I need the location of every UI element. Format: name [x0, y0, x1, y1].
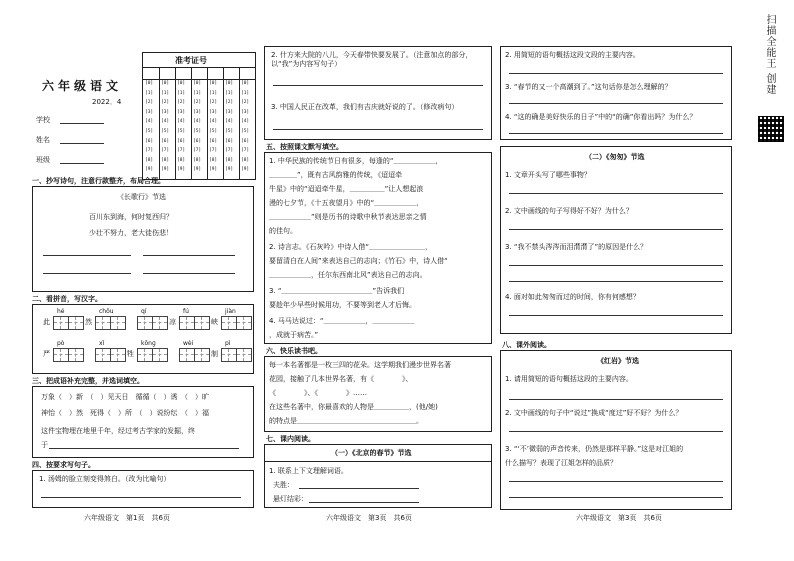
- ticket-digit-cell[interactable]: [4]: [193, 119, 202, 125]
- in-class-reading-box: [264, 444, 492, 508]
- char-writing-box[interactable]: [68, 316, 84, 330]
- ticket-digit-cell[interactable]: [4]: [225, 119, 234, 125]
- char-writing-box[interactable]: [236, 348, 252, 362]
- sec2-q1: 1. 文章开头写了哪些事物？: [505, 171, 591, 179]
- ticket-digit-cell[interactable]: [7]: [241, 148, 250, 154]
- ticket-digit-cell[interactable]: [5]: [241, 129, 250, 134]
- copy-line-4[interactable]: [143, 273, 235, 274]
- ticket-digit-cell[interactable]: [2]: [225, 100, 234, 106]
- name-label: 姓名: [36, 136, 50, 144]
- idiom-line-1: 万象（ ）新 （ ）见天日 循循（ ）诱 （ ）旷: [41, 393, 209, 401]
- school-label: 学校: [36, 116, 50, 124]
- ticket-digit-cell[interactable]: [8]: [225, 157, 234, 163]
- pinyin-label: jiàn: [225, 308, 236, 315]
- ticket-digit-cell[interactable]: [6]: [241, 138, 250, 144]
- s5-q1e: ＿＿＿＿＿＿”则是历书的诗歌中秋节表达思亲之情: [269, 213, 427, 221]
- char-writing-box[interactable]: [179, 316, 195, 330]
- char-writing-box[interactable]: [179, 348, 195, 362]
- exam-title: 六年级语文: [42, 79, 123, 93]
- admission-ticket-box: [142, 52, 256, 180]
- ticket-digit-cell[interactable]: [4]: [161, 119, 170, 125]
- s5-q1f: 的佳句。: [269, 227, 297, 235]
- pinyin-label: kōnɡ: [141, 340, 156, 347]
- ticket-digit-cell[interactable]: [5]: [209, 129, 218, 134]
- given-character: 凉: [169, 318, 176, 326]
- pinyin-label: chǒu: [99, 308, 114, 315]
- ticket-digit-cell[interactable]: [9]: [241, 167, 250, 173]
- given-character: 制: [211, 350, 218, 358]
- ticket-digit-cell[interactable]: [6]: [225, 138, 234, 144]
- poem-line-2: 少壮不努力，老大徒伤悲！: [89, 229, 173, 237]
- s6-l4: 在这些名著中，你最喜欢的人物是＿＿＿＿＿，(他/她): [269, 403, 438, 411]
- col3-q3: 3. “春节的又一个高潮到了。”这句话你是怎么理解的？: [505, 83, 672, 91]
- char-writing-box[interactable]: [137, 316, 153, 330]
- ticket-digit-cell[interactable]: [4]: [145, 119, 154, 125]
- char-writing-box[interactable]: [137, 348, 153, 362]
- ticket-digit-cell[interactable]: [5]: [193, 129, 202, 134]
- pinyin-label: pò: [57, 340, 65, 347]
- ticket-digit-cell[interactable]: [9]: [225, 167, 234, 173]
- s5-q2a: 2. 诗言志。《石灰吟》中诗人借“＿＿＿＿＿＿＿＿，: [269, 243, 433, 251]
- qr-code-icon: [758, 116, 784, 142]
- char-writing-box[interactable]: [53, 316, 69, 330]
- col3-q4: 4. “这的确是美好快乐的日子”中的“的确”你看出吗？为什么？: [505, 113, 697, 121]
- sec2-q2-line[interactable]: [509, 229, 723, 230]
- pinyin-label: xǐ: [99, 340, 105, 347]
- idiom-box: [32, 386, 254, 458]
- s8-q2-line[interactable]: [509, 431, 723, 432]
- idiom-answer-line[interactable]: [49, 448, 239, 449]
- given-character: 峡: [211, 318, 218, 326]
- s5-q2b: 要留清白在人间”来表达自己的志向；《竹石》中，诗人借“: [269, 257, 448, 265]
- s7-title: （一）《北京的春节》节选: [331, 449, 412, 457]
- name-field[interactable]: [60, 143, 104, 144]
- ticket-digit-cell[interactable]: [1]: [209, 90, 218, 96]
- s7-w2: 悬灯结彩：: [273, 495, 308, 503]
- ticket-digit-cell[interactable]: [3]: [177, 109, 186, 115]
- ticket-digit-cell[interactable]: [9]: [161, 167, 170, 173]
- copy-poem-box: [32, 186, 254, 292]
- s8-q1-line[interactable]: [509, 399, 723, 400]
- ticket-digit-cell[interactable]: [3]: [209, 109, 218, 115]
- ticket-digit-cell[interactable]: [7]: [193, 148, 202, 154]
- s6-l1: 每一本名著都是一枚三四的花朵。这学期我们漫步世界名著: [269, 361, 451, 369]
- pinyin-label: wèi: [183, 340, 194, 347]
- ticket-digit-cell[interactable]: [3]: [145, 109, 154, 115]
- s8-q3-line-b[interactable]: [509, 497, 723, 498]
- ticket-digit-cell[interactable]: [6]: [177, 138, 186, 144]
- ticket-digit-cell[interactable]: [7]: [225, 148, 234, 154]
- char-writing-box[interactable]: [68, 348, 84, 362]
- ticket-digit-cell[interactable]: [4]: [177, 119, 186, 125]
- idiom-line-2: 神怡（ ）然 死得（ ）所 （ ）说纷纭 （ ）福: [41, 409, 209, 417]
- ticket-digit-cell[interactable]: [5]: [161, 129, 170, 134]
- s8-q3-line-a[interactable]: [509, 481, 723, 482]
- scanner-watermark: 扫描全能王 创建: [764, 14, 775, 96]
- sec2-title: （二）《匆匆》节选: [585, 153, 645, 161]
- pinyin-label: fú: [183, 308, 189, 315]
- section-4-heading: 四、按要求写句子。: [32, 461, 95, 469]
- char-writing-box[interactable]: [221, 348, 237, 362]
- col2-q3: 3. 中国人民正在改革，我们有吉庆就好说的了。（修改病句）: [271, 103, 459, 111]
- sec2-q3-line-b[interactable]: [509, 281, 723, 282]
- col3-top-box: [500, 46, 732, 140]
- sec2-q1-line[interactable]: [509, 193, 723, 194]
- char-writing-box[interactable]: [95, 348, 111, 362]
- ticket-digit-cell[interactable]: [9]: [177, 167, 186, 173]
- s5-q4b: ，成就于病苦。”: [269, 331, 319, 339]
- col2-q3-line[interactable]: [273, 129, 483, 130]
- sec2-q3: 3. “我不禁头涔涔而泪潸潸了”的原因是什么？: [505, 243, 648, 251]
- pinyin-label: pì: [225, 340, 231, 347]
- char-writing-box[interactable]: [194, 348, 210, 362]
- s7-w1: 夫胜：: [273, 481, 294, 489]
- extra-reading-box: [500, 350, 732, 510]
- ticket-digit-cell[interactable]: [6]: [145, 138, 154, 144]
- ticket-title: 准考证号: [175, 56, 207, 65]
- class-field[interactable]: [60, 163, 104, 164]
- ticket-digit-cell[interactable]: [2]: [241, 100, 250, 106]
- ticket-digit-cell[interactable]: [1]: [225, 90, 234, 96]
- sentence-box: [32, 470, 254, 508]
- s7-w2-line[interactable]: [309, 502, 419, 503]
- ticket-digit-cell[interactable]: [4]: [241, 119, 250, 125]
- poem-title: 《长歌行》节选: [117, 193, 166, 201]
- ticket-digit-cell[interactable]: [0]: [209, 81, 218, 86]
- char-writing-box[interactable]: [152, 316, 168, 330]
- s5-q4a: 4. 马马达说过：“＿＿＿＿＿＿，＿＿＿＿＿＿: [269, 317, 415, 325]
- s5-q1a: 1. 中华民族的传统节日有很多，每逢的“＿＿＿＿＿＿，: [269, 157, 443, 165]
- sec2-q4-line[interactable]: [509, 315, 723, 316]
- sentence-box-cont: [264, 46, 492, 140]
- ticket-digit-cell[interactable]: [7]: [145, 148, 154, 154]
- ticket-digit-cell[interactable]: [7]: [161, 148, 170, 154]
- ticket-digit-cell[interactable]: [5]: [145, 129, 154, 134]
- given-character: 然: [85, 318, 92, 326]
- reading-box: [264, 356, 492, 432]
- col3-q3-line[interactable]: [509, 103, 723, 104]
- section-1-heading: 一、抄写诗句，注意行款整齐，布局合理。: [32, 177, 165, 185]
- col2-q2-line[interactable]: [273, 85, 483, 86]
- ticket-digit-cell[interactable]: [9]: [209, 167, 218, 173]
- char-writing-box[interactable]: [221, 316, 237, 330]
- s5-q1d: 漫的七夕节，《十五夜望月》中的“＿＿＿＿＿＿，: [269, 199, 424, 207]
- ticket-digit-cell[interactable]: [2]: [193, 100, 202, 106]
- s5-q1b: ＿＿＿＿”，既有古风韵雅的传统，《迢迢牵: [269, 171, 403, 179]
- s6-l3: 《 》、《 》……: [269, 389, 367, 397]
- pinyin-label: hé: [57, 308, 65, 315]
- s6-l5: 的特点是＿＿＿＿＿＿＿＿＿＿＿＿＿＿＿＿＿。: [269, 417, 423, 425]
- ticket-digit-cell[interactable]: [4]: [209, 119, 218, 125]
- s8-q3a: 3. “‘不’微弱的声音传来，仍然是那样平静。”这是对江姐的: [505, 445, 684, 453]
- footer-page-1: 六年级语文 第1页 共6页: [84, 514, 170, 522]
- copy-line-2[interactable]: [143, 255, 235, 256]
- s8-q1: 1. 请用简短的语句概括这段的主要内容。: [505, 375, 633, 383]
- char-writing-box[interactable]: [53, 348, 69, 362]
- s5-q1c: 牛星》中的“迢迢牵牛星，＿＿＿＿＿”让人想起浪: [269, 185, 424, 193]
- s7-w1-line[interactable]: [299, 488, 419, 489]
- ticket-digit-cell[interactable]: [7]: [209, 148, 218, 154]
- ticket-digit-cell[interactable]: [0]: [145, 81, 154, 86]
- ticket-digit-cell[interactable]: [8]: [177, 157, 186, 163]
- char-writing-box[interactable]: [110, 348, 126, 362]
- sec2-q4: 4. 面对如此匆匆而过的时间，你有何感想？: [505, 293, 640, 301]
- sec2-q3-line-a[interactable]: [509, 265, 723, 266]
- exam-date: 2022．4: [92, 98, 122, 106]
- section-6-heading: 六、快乐读书吧。: [266, 347, 322, 355]
- ticket-digit-cell[interactable]: [9]: [145, 167, 154, 173]
- ticket-digit-cell[interactable]: [5]: [225, 129, 234, 134]
- char-writing-box[interactable]: [194, 316, 210, 330]
- ticket-digit-cell[interactable]: [1]: [145, 90, 154, 96]
- given-character: 严: [43, 350, 50, 358]
- class-label: 班级: [36, 156, 50, 164]
- ticket-digit-cell[interactable]: [8]: [241, 157, 250, 163]
- char-writing-box[interactable]: [236, 316, 252, 330]
- ticket-digit-cell[interactable]: [6]: [209, 138, 218, 144]
- footer-page-2: 六年级语文 第3页 共6页: [326, 514, 412, 522]
- s7-q1: 1. 联系上下文理解词语。: [269, 467, 348, 475]
- ticket-digit-cell[interactable]: [3]: [241, 109, 250, 115]
- ticket-digit-cell[interactable]: [7]: [177, 148, 186, 154]
- idiom-line-4: 于: [41, 441, 48, 449]
- section-7-heading: 七、课内阅读。: [266, 435, 315, 443]
- ticket-digit-cell[interactable]: [9]: [193, 167, 202, 173]
- char-writing-box[interactable]: [110, 316, 126, 330]
- ticket-digit-cell[interactable]: [8]: [209, 157, 218, 163]
- s5-q2c: ＿＿＿＿＿＿，任尔东西南北风”表达自己的志向。: [269, 271, 427, 279]
- s5-q3b: 要趁年少早些时候用功，不要等到老人才后悔。: [269, 301, 416, 309]
- char-writing-box[interactable]: [152, 348, 168, 362]
- pinyin-label: qí: [141, 308, 147, 315]
- ticket-digit-cell[interactable]: [2]: [161, 100, 170, 106]
- s8-title: 《红岩》节选: [597, 357, 639, 365]
- copy-line-1[interactable]: [43, 255, 131, 256]
- cong-cong-box: [500, 146, 732, 334]
- col3-q2: 2. 用简短的语句概括这段文段的主要内容。: [505, 51, 640, 59]
- pinyin-box: [32, 304, 254, 374]
- ticket-digit-cell[interactable]: [1]: [241, 90, 250, 96]
- ticket-digit-cell[interactable]: [3]: [161, 109, 170, 115]
- section-2-heading: 二、看拼音，写汉字。: [32, 295, 102, 303]
- s5-q3a: 3. “＿＿＿＿＿＿＿＿＿＿＿＿＿”告诉我们: [269, 287, 405, 295]
- col3-q2-line[interactable]: [509, 73, 723, 74]
- ticket-digit-cell[interactable]: [2]: [177, 100, 186, 106]
- ticket-digit-cell[interactable]: [6]: [161, 138, 170, 144]
- ticket-digit-cell[interactable]: [5]: [177, 129, 186, 134]
- char-writing-box[interactable]: [95, 316, 111, 330]
- ticket-digit-cell[interactable]: [3]: [225, 109, 234, 115]
- ticket-digit-cell[interactable]: [3]: [193, 109, 202, 115]
- sentence-answer-line[interactable]: [41, 497, 241, 498]
- copy-line-3[interactable]: [43, 273, 131, 274]
- col2-q2: 2. 什方来大院的八儿，今天春带快要发展了。（注意加点的部分，以“我”为内容写句子）: [271, 51, 473, 68]
- footer-page-3: 六年级语文 第3页 共6页: [576, 514, 662, 522]
- ticket-digit-cell[interactable]: [0]: [225, 81, 234, 86]
- ticket-digit-cell[interactable]: [8]: [161, 157, 170, 163]
- s6-l2: 花园，接触了几本世界名著，有《 》、: [269, 375, 413, 383]
- ticket-digit-cell[interactable]: [0]: [177, 81, 186, 86]
- section-5-heading: 五、按照课文默写填空。: [266, 143, 343, 151]
- school-field[interactable]: [60, 123, 104, 124]
- sec2-q2: 2. 文中画线的句子写得好不好？为什么？: [505, 207, 633, 215]
- given-character: 牲: [127, 350, 134, 358]
- ticket-digit-cell[interactable]: [1]: [177, 90, 186, 96]
- ticket-digit-cell[interactable]: [0]: [161, 81, 170, 86]
- section-3-heading: 三、把成语补充完整，并选词填空。: [32, 377, 144, 385]
- ticket-digit-cell[interactable]: [1]: [161, 90, 170, 96]
- ticket-digit-cell[interactable]: [8]: [193, 157, 202, 163]
- col3-q4-line[interactable]: [509, 133, 723, 134]
- ticket-digit-cell[interactable]: [0]: [193, 81, 202, 86]
- ticket-digit-cell[interactable]: [2]: [209, 100, 218, 106]
- ticket-digit-cell[interactable]: [2]: [145, 100, 154, 106]
- given-character: 此: [43, 318, 50, 326]
- ticket-digit-cell[interactable]: [0]: [241, 81, 250, 86]
- section-8-heading: 八、课外阅读。: [502, 341, 551, 349]
- ticket-digit-cell[interactable]: [6]: [193, 138, 202, 144]
- ticket-digit-cell[interactable]: [8]: [145, 157, 154, 163]
- idiom-line-3: 这件宝物埋在地里千年，经过考古学家的发掘，终: [41, 427, 195, 435]
- ticket-digit-cell[interactable]: [1]: [193, 90, 202, 96]
- s8-q3b: 什么描写？表现了江姐怎样的品质？: [505, 459, 617, 467]
- sentence-q1: 1. 汤姆的脸立刻变得煞白。（改为比喻句）: [39, 475, 171, 483]
- poem-line-1: 百川东到海，何时复西归？: [89, 213, 173, 221]
- dictation-box: [264, 152, 492, 344]
- s8-q2: 2. 文中画线的句子中“说过”换成“度过”好不好？为什么？: [505, 409, 683, 417]
